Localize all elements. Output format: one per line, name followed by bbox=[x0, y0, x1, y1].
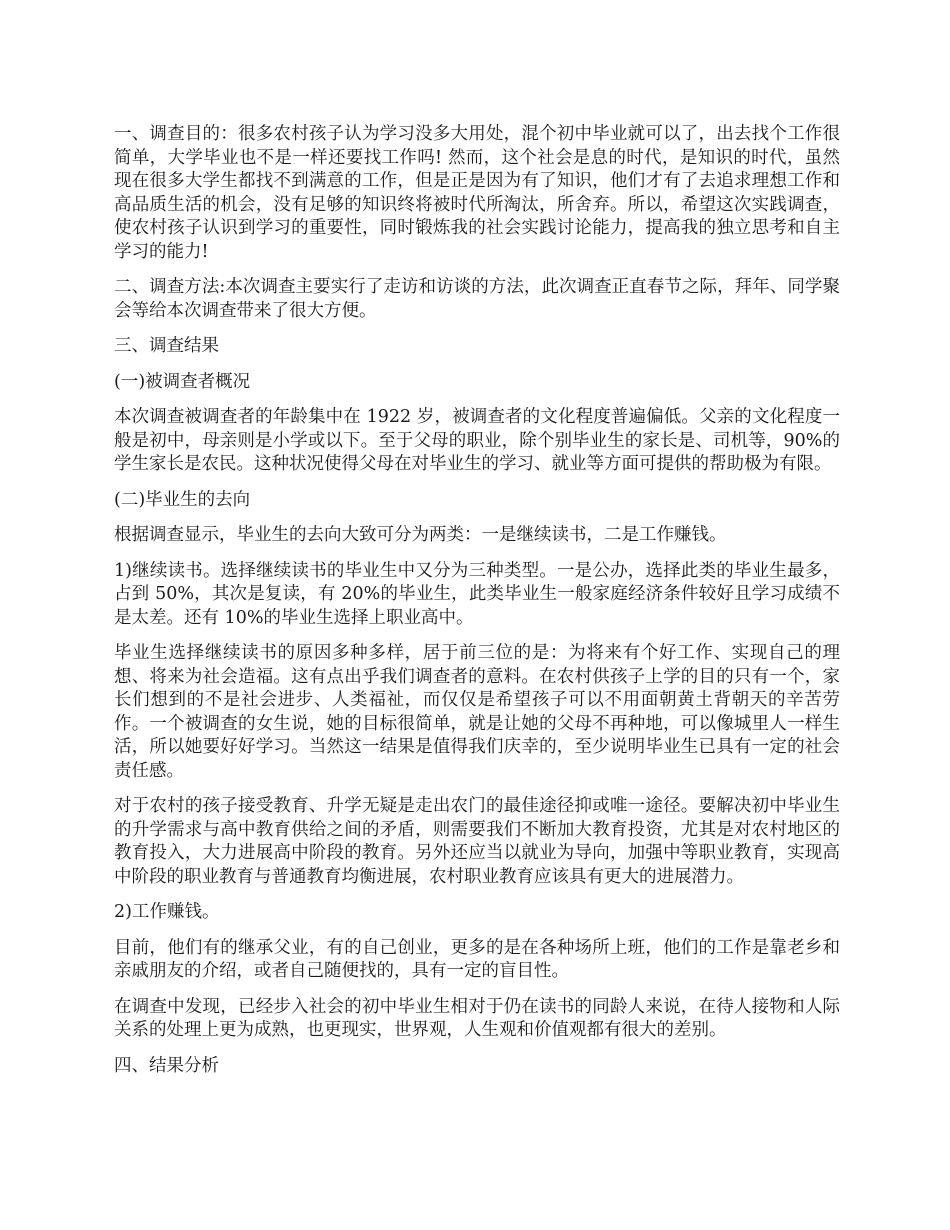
subheading-respondents: (一)被调查者概况 bbox=[114, 371, 251, 392]
section-heading-results: 三、调查结果 bbox=[114, 336, 219, 356]
subheading-destinations: (二)毕业生的去向 bbox=[114, 489, 251, 510]
education-paragraph: 对于农村的孩子接受教育、升学无疑是走出农门的最佳途径抑或唯一途径。要解决初中毕业生的升学需求与高中教育供给之间的矛盾，则需要我们不断加大教育投资，尤其是对农村地区的教育投入，大力进展高中阶段的教育。另外还应当以就业为导向，加强中等职业教育，实现高中阶段的职业教育与普通教育均衡进展，农村职业教育应该具有更大的进展潜力。 bbox=[114, 796, 840, 887]
reasons-paragraph: 毕业生选择继续读书的原因多种多样，居于前三位的是：为将来有个好工作、实现自己的理想、将来为社会造福。这有点出乎我们调查者的意料。在农村供孩子上学的目的只有一个，家长们想到的不是社会进步、人类福祉，而仅仅是希望孩子可以不用面朝黄土背朝天的辛苦劳作。一个被调查的女生说，她的目标很简单，就是让她的父母不再种地，可以像城里人一样生活，所以她要好好学习。当然这一结果是值得我们庆幸的，至少说明毕业生已具有一定的社会责任感。 bbox=[114, 643, 840, 781]
section-heading-analysis: 四、结果分析 bbox=[114, 1055, 219, 1076]
destinations-paragraph: 根据调查显示，毕业生的去向大致可分为两类：一是继续读书，二是工作赚钱。 bbox=[114, 525, 727, 545]
subheading-work: 2)工作赚钱。 bbox=[114, 902, 220, 922]
purpose-paragraph: 一、调查目的：很多农村孩子认为学习没多大用处，混个初中毕业就可以了，出去找个工作很简单，大学毕业也不是一样还要找工作吗! 然而，这个社会是息的时代，是知识的时代，虽然现在很多大学生都找不到满意的工作，但是正是因为有了知识，他们才有了去追求理想工作和高品质生活的机会，没有足够的知识终将被时代所淘汰，所舍弃。所以，希望这次实践调查，使农村孩子认识到学习的重要性，同时锻炼我的社会实践讨论能力，提高我的独立思考和自主学习的能力! bbox=[114, 124, 840, 262]
work-paragraph: 目前，他们有的继承父业，有的自己创业，更多的是在各种场所上班，他们的工作是靠老乡和亲戚朋友的介绍，或者自己随便找的，具有一定的盲目性。 bbox=[114, 937, 840, 981]
continue-study-paragraph: 1)继续读书。选择继续读书的毕业生中又分为三种类型。一是公办，选择此类的毕业生最多，占到 50%，其次是复读，有 20%的毕业生，此类毕业生一般家庭经济条件较好且学习成绩不是太差。还有 10%的毕业生选择上职业高中。 bbox=[114, 560, 840, 628]
method-paragraph: 二、调查方法:本次调查主要实行了走访和访谈的方法，此次调查正直春节之际，拜年、同学聚会等给本次调查带来了很大方便。 bbox=[114, 277, 840, 321]
respondents-paragraph: 本次调查被调查者的年龄集中在 1922 岁，被调查者的文化程度普遍偏低。父亲的文化程度一般是初中，母亲则是小学或以下。至于父母的职业，除个别毕业生的家长是、司机等，90%的学生家长是农民。这种状况使得父母在对毕业生的学习、就业等方面可提供的帮助极为有限。 bbox=[114, 407, 840, 474]
findings-paragraph: 在调查中发现，已经步入社会的初中毕业生相对于仍在读书的同龄人来说，在待人接物和人际关系的处理上更为成熟，也更现实，世界观，人生观和价值观都有很大的差别。 bbox=[114, 996, 840, 1040]
document-body bbox=[114, 123, 840, 1090]
